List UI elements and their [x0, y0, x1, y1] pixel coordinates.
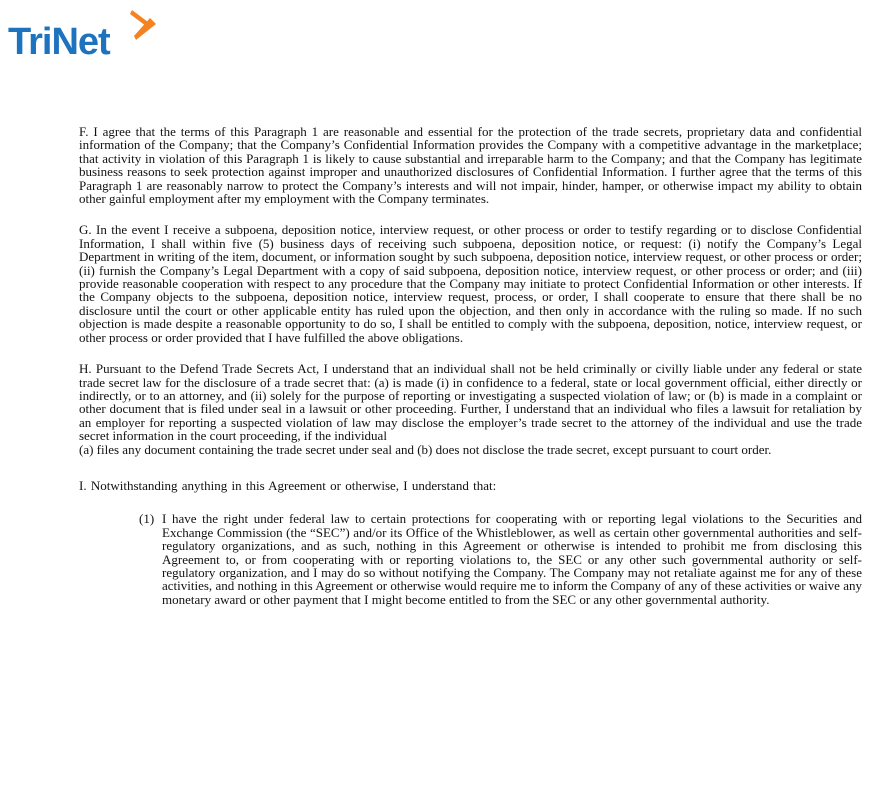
- subitem-1-number: (1): [139, 511, 155, 527]
- paragraph-h-tail: (a) files any document containing the trade secret under seal and (b) does not disclose the trade secret, except pursuant to court order.: [79, 441, 772, 457]
- trinet-wordmark: TriNet: [8, 21, 110, 63]
- arrow-mark-icon: [126, 8, 160, 42]
- paragraph-h: H. Pursuant to the Defend Trade Secrets Act, I understand that an individual shall not be held criminally or civilly liable under any federal or state trade secret law for the disclosure of a trade secret that: (a) is made (i) in confidence to a federal, state or local government official, either directly or indirectly, or to an attorney, and (ii) solely for the purpose of reporting or investigating a suspected violation of law; or (b) is made in a complaint or other document that is filed under seal in a lawsuit or other proceeding. Further, I understand that an individual who files a lawsuit for retaliation by an employer for reporting a suspected violation of law may disclose the employer’s trade secret to the attorney of the individual and use the trade secret information in the court proceeding, if the individual: [79, 361, 862, 444]
- document-body: [79, 125, 862, 606]
- subitem-1: [139, 512, 862, 606]
- trinet-logo: [8, 8, 158, 64]
- paragraph-g: G. In the event I receive a subpoena, deposition notice, interview request, or other process or order to testify regarding or to disclose Confidential Information, I shall within five (5) business days of receiving such subpoena, deposition notice, or request: (i) notify the Company’s Legal Department in writing of the item, document, or information sought by such subpoena, deposition notice, interview request, or other process or order; (ii) furnish the Company’s Legal Department with a copy of said subpoena, deposition notice, interview request, or other process or order; and (iii) provide reasonable cooperation with respect to any procedure that the Company may initiate to protect Confidential Information or other interests. If the Company objects to the subpoena, deposition notice, interview request, process, or order, I shall cooperate to ensure that there shall be no disclosure until the court or other applicable entity has ruled upon the objection, and then only in accordance with the ruling so made. If no such objection is made despite a reasonable opportunity to do so, I shall be entitled to comply with the subpoena, deposition, notice, interview request, or other process or order provided that I have fulfilled the above obligations.: [79, 222, 862, 345]
- subitem-1-text: I have the right under federal law to certain protections for cooperating with or reporting legal violations to the Securities and Exchange Commission (the “SEC”) and/or its Office of the Whistleblower, as well as certain other governmental authorities and self- regulatory organizations, and as such, nothing in this Agreement or otherwise is intended to prohibit me from disclosing this Agreement to, or from cooperating with or reporting violations to, the SEC or any other such governmental authority or self-regulatory organization, and I may do so without notifying the Company. The Company may not retaliate against me for any of these activities, and nothing in this Agreement or otherwise would require me to inform the Company of any of these activities or waive any monetary award or other payment that I might become entitled to from the SEC or any other governmental authority.: [162, 511, 862, 607]
- paragraph-i: I. Notwithstanding anything in this Agreement or otherwise, I understand that:: [79, 477, 497, 493]
- paragraph-f: F. I agree that the terms of this Paragraph 1 are reasonable and essential for the protection of the trade secrets, proprietary data and confidential information of the Company; that the Company’s Confidential Information provides the Company with a competitive advantage in the marketplace; that activity in violation of this Paragraph 1 is likely to cause substantial and irreparable harm to the Company; and that the Company has legitimate business reasons to seek protection against improper and unauthorized disclosures of Confidential Information. I further agree that the terms of this Paragraph 1 are reasonably narrow to protect the Company’s interests and will not impair, hinder, hamper, or otherwise impact my ability to obtain other gainful employment after my employment with the Company terminates.: [79, 124, 862, 207]
